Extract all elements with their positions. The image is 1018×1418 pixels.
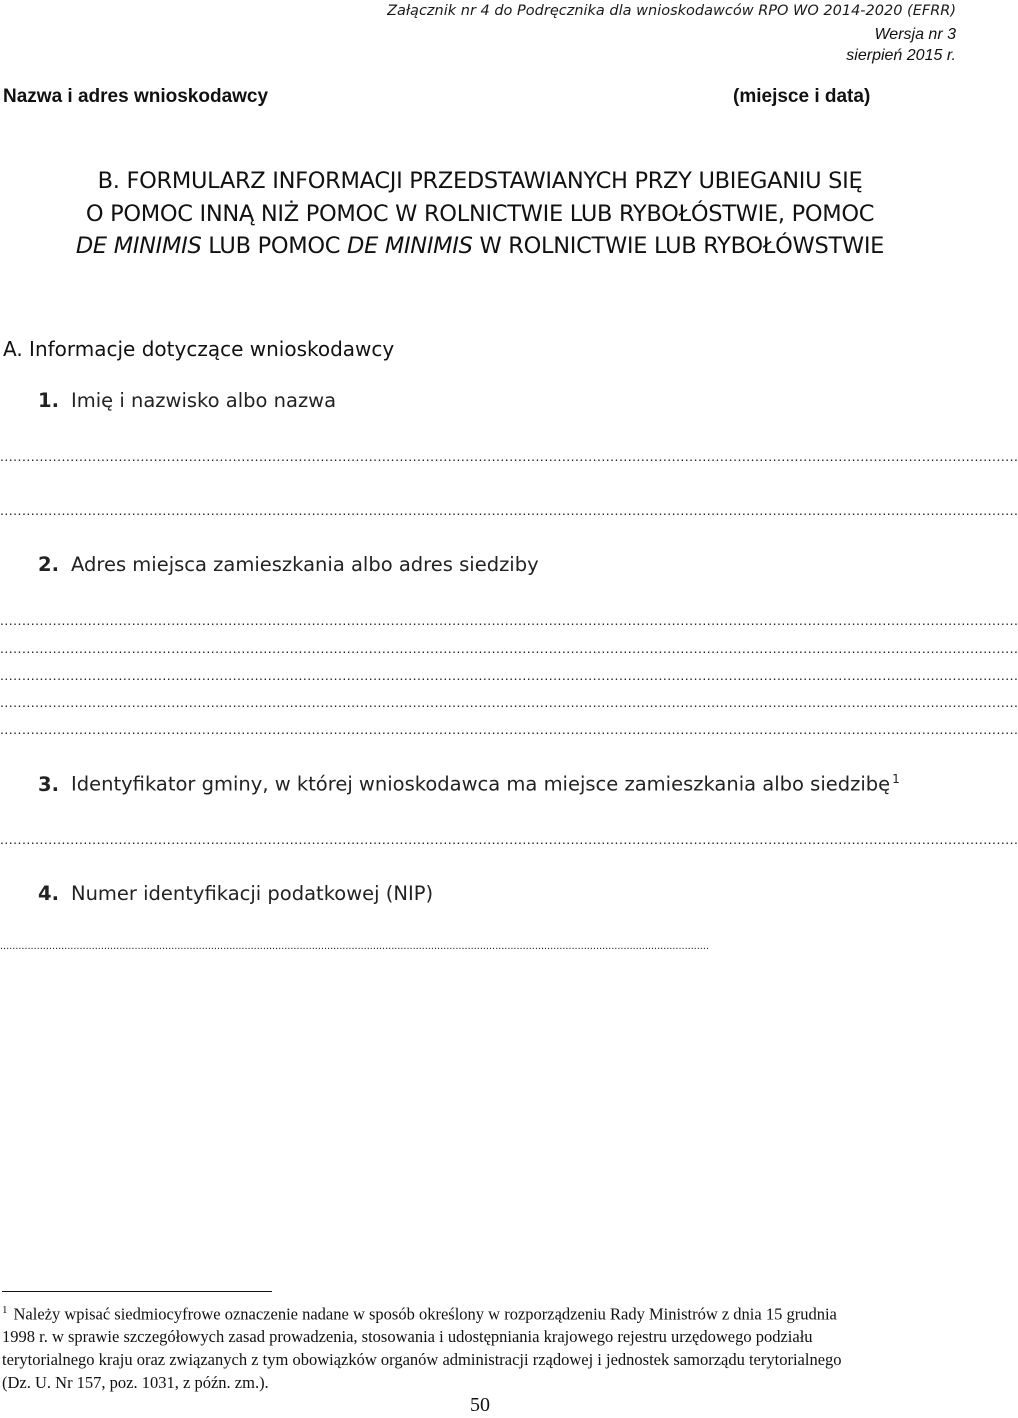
version-label: Wersja nr 3: [874, 26, 956, 43]
form-title-line-3: [0, 233, 960, 259]
field-4-number: 4.: [38, 882, 59, 905]
footnote-line-3: terytorialnego kraju oraz związanych z tym obowiązków organów administracji rządowej i jednostek samorządu terytorialnego: [2, 1350, 842, 1369]
title-line-3-end: W ROLNICTWIE LUB RYBOŁÓWSTWIE: [472, 233, 885, 259]
field-2-dotted-line-1[interactable]: ........................................................................................................................................................................................................................................: [0, 612, 1018, 628]
field-1-number: 1.: [38, 389, 59, 412]
field-2-dotted-line-3[interactable]: ........................................................................................................................................................................................................................................: [0, 667, 1018, 683]
field-3-text: Identyfikator gminy, w której wnioskodawca ma miejsce zamieszkania albo siedzibę: [70, 772, 891, 796]
de-minimis-italic-1: DE MINIMIS: [75, 233, 202, 259]
field-3-dotted-line[interactable]: ........................................................................................................................................................................................................................................: [0, 831, 1018, 847]
page-number: 50: [470, 1394, 490, 1416]
version-date: sierpień 2015 r.: [846, 47, 956, 64]
de-minimis-italic-2: DE MINIMIS: [347, 233, 473, 259]
field-2-dotted-line-5[interactable]: ........................................................................................................................................................................................................................................: [0, 721, 1018, 737]
field-1-dotted-line-1[interactable]: ........................................................................................................................................................................................................................................: [0, 448, 1018, 464]
field-3-label: [38, 772, 900, 796]
field-4-text: Numer identyfikacji podatkowej (NIP): [70, 882, 434, 905]
footnote-line-2: 1998 r. w sprawie szczegółowych zasad prowadzenia, stosowania i udostępniania krajowego rejestru urzędowego podziału: [2, 1327, 813, 1346]
title-line-3-mid: LUB POMOC: [201, 233, 348, 259]
footnote-line-1: [2, 1304, 960, 1325]
field-1-label: [38, 389, 336, 412]
place-and-date-label: (miejsce i data): [733, 86, 871, 107]
field-3-number: 3.: [38, 772, 59, 796]
footnote-text-1: Należy wpisać siedmiocyfrowe oznaczenie nadane w sposób określony w rozporządzeniu Rady Ministrów z dnia 15 grudnia: [13, 1304, 837, 1324]
applicant-name-address-label: Nazwa i adres wnioskodawcy: [3, 86, 269, 107]
field-1-text: Imię i nazwisko albo nazwa: [70, 389, 337, 412]
field-4-dotted-line[interactable]: ........................................................................................................................................................................................................................................: [0, 940, 710, 952]
section-a-heading: A. Informacje dotyczące wnioskodawcy: [3, 337, 395, 361]
footnote-line-4: (Dz. U. Nr 157, poz. 1031, z późn. zm.).: [2, 1373, 269, 1392]
form-title-line-2: O POMOC INNĄ NIŻ POMOC W ROLNICTWIE LUB RYBOŁÓSTWIE, POMOC: [85, 201, 875, 227]
field-2-text: Adres miejsca zamieszkania albo adres siedziby: [70, 553, 539, 576]
footnote-separator: [2, 1291, 272, 1292]
field-1-dotted-line-2[interactable]: ........................................................................................................................................................................................................................................: [0, 502, 1018, 518]
field-2-label: [38, 553, 539, 576]
field-2-dotted-line-4[interactable]: ........................................................................................................................................................................................................................................: [0, 694, 1018, 710]
form-title-line-1: B. FORMULARZ INFORMACJI PRZEDSTAWIANYCH PRZY UBIEGANIU SIĘ: [97, 168, 863, 194]
field-4-label: [38, 882, 433, 905]
attachment-header: Załącznik nr 4 do Podręcznika dla wnioskodawców RPO WO 2014-2020 (EFRR): [387, 3, 956, 19]
footnote-number: 1: [2, 1304, 8, 1316]
footnote-ref-1: 1: [892, 772, 900, 786]
field-2-number: 2.: [38, 553, 59, 576]
field-2-dotted-line-2[interactable]: ........................................................................................................................................................................................................................................: [0, 640, 1018, 656]
